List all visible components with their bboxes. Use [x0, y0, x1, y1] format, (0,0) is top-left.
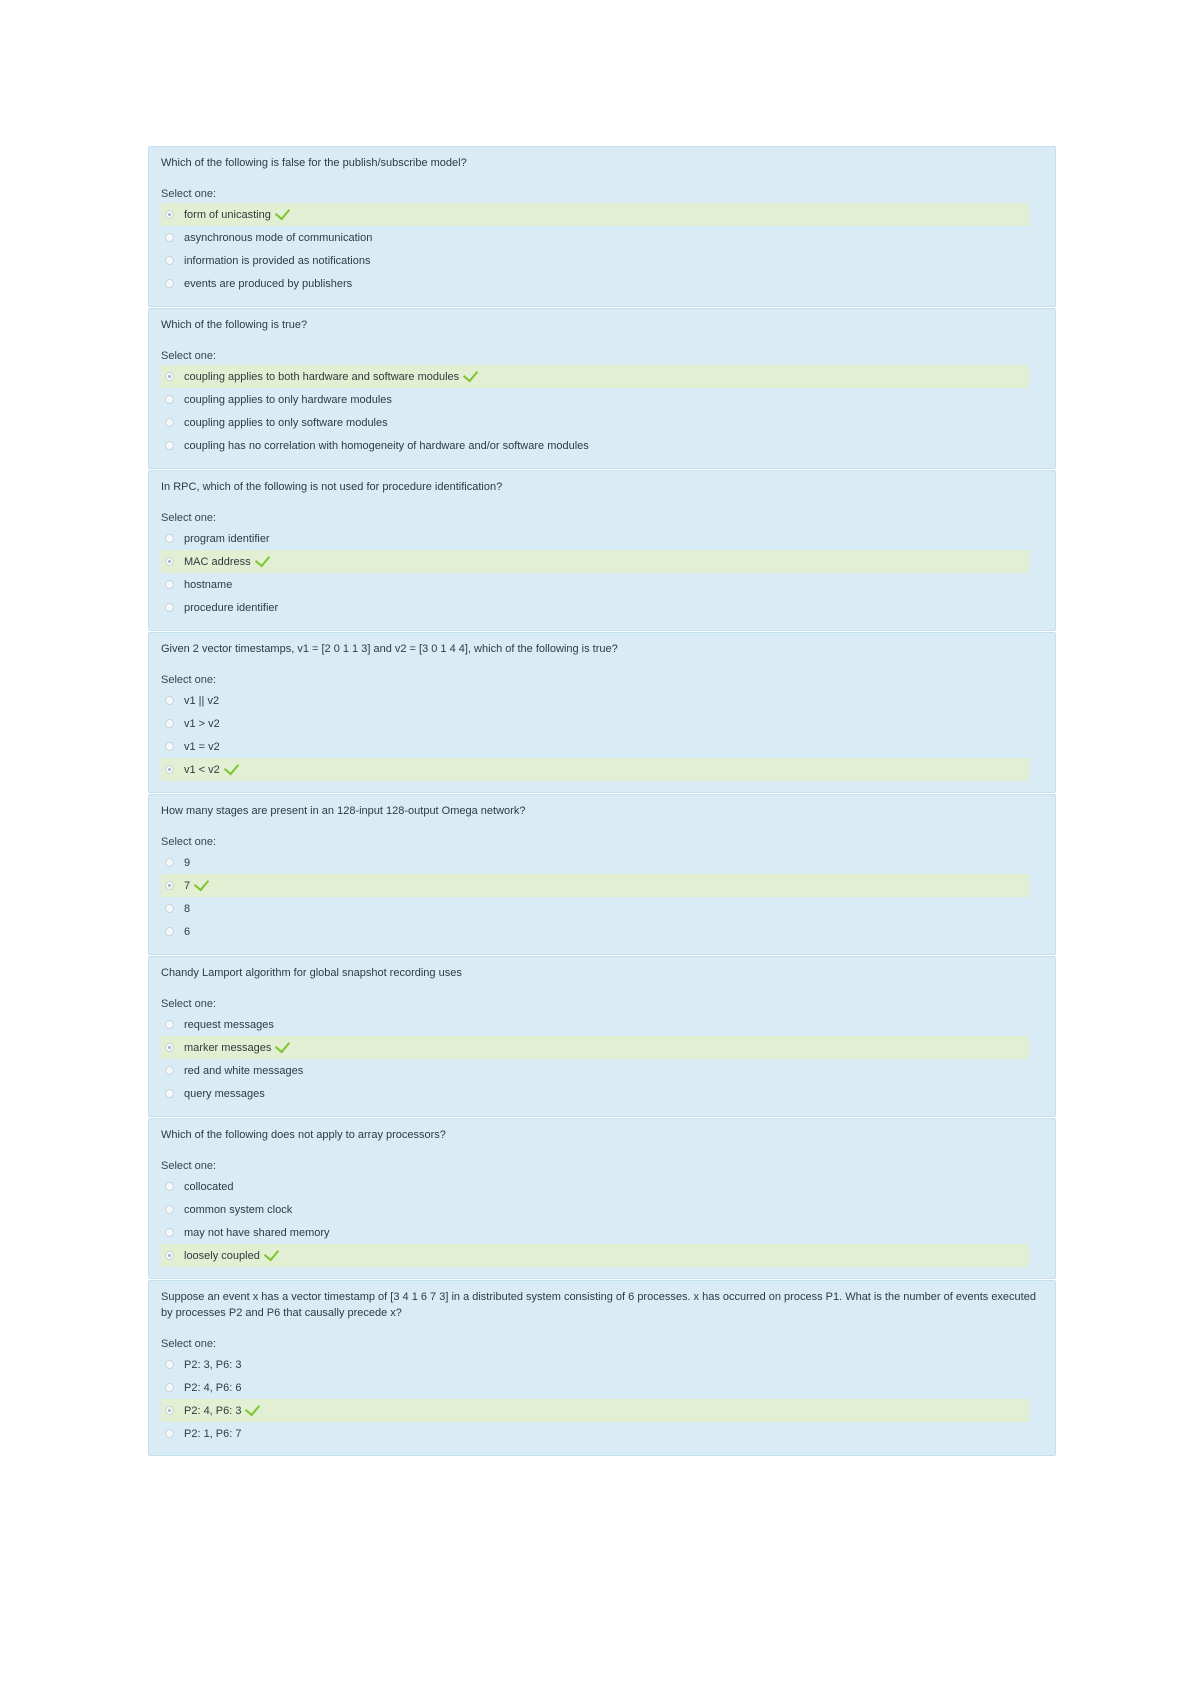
answer-label: 9 [184, 856, 191, 869]
radio-button[interactable] [165, 1383, 174, 1392]
answer-option[interactable] [161, 434, 1029, 457]
select-one-prompt: Select one: [161, 674, 217, 686]
answer-option[interactable] [161, 897, 1029, 920]
check-icon [255, 552, 270, 568]
answer-option[interactable] [161, 920, 1029, 943]
check-icon [245, 1401, 260, 1417]
answer-option[interactable] [161, 689, 1029, 712]
answer-label: may not have shared memory [184, 1226, 330, 1239]
question-text: In RPC, which of the following is not used for procedure identification? [161, 481, 503, 493]
answer-label: query messages [184, 1087, 265, 1100]
radio-button[interactable] [165, 719, 174, 728]
question-text: Which of the following is false for the publish/subscribe model? [161, 157, 467, 169]
answer-label: red and white messages [184, 1064, 304, 1077]
radio-button[interactable] [165, 1360, 174, 1369]
select-one-prompt: Select one: [161, 1338, 217, 1350]
question-5 [148, 794, 1056, 955]
answer-option[interactable] [161, 1353, 1029, 1376]
question-3 [148, 470, 1056, 631]
select-one-prompt: Select one: [161, 998, 217, 1010]
answer-option[interactable] [161, 851, 1029, 874]
check-icon [194, 876, 209, 892]
answer-label: 7 [184, 879, 191, 892]
check-icon [463, 367, 478, 383]
answer-label: form of unicasting [184, 208, 271, 221]
question-8 [148, 1280, 1056, 1456]
answer-label: request messages [184, 1018, 274, 1031]
answer-option[interactable] [161, 1376, 1029, 1399]
answer-option[interactable] [161, 1221, 1029, 1244]
radio-button[interactable] [165, 534, 174, 543]
select-one-prompt: Select one: [161, 512, 217, 524]
radio-button[interactable] [165, 210, 174, 219]
answer-option[interactable] [161, 1059, 1029, 1082]
radio-button[interactable] [165, 742, 174, 751]
answer-label: MAC address [184, 555, 251, 568]
radio-button[interactable] [165, 1251, 174, 1260]
answer-label: 8 [184, 902, 191, 915]
answer-label: loosely coupled [184, 1249, 260, 1262]
answer-option[interactable] [161, 712, 1029, 735]
question-2 [148, 308, 1056, 469]
check-icon [275, 1038, 290, 1054]
answer-option[interactable] [161, 596, 1029, 619]
radio-button[interactable] [165, 904, 174, 913]
radio-button[interactable] [165, 279, 174, 288]
answer-label: coupling applies to both hardware and software modules [184, 370, 460, 383]
question-text: Chandy Lamport algorithm for global snapshot recording uses [161, 967, 462, 979]
quiz-review [148, 146, 1056, 1457]
check-icon [264, 1246, 279, 1262]
question-text: How many stages are present in an 128-input 128-output Omega network? [161, 805, 526, 817]
radio-button[interactable] [165, 1406, 174, 1415]
select-one-prompt: Select one: [161, 836, 217, 848]
radio-button[interactable] [165, 1089, 174, 1098]
answer-label: P2: 4, P6: 3 [184, 1404, 242, 1417]
answer-option[interactable] [161, 1422, 1029, 1445]
answer-option[interactable] [161, 203, 1029, 226]
answer-option[interactable] [161, 1399, 1029, 1422]
radio-button[interactable] [165, 765, 174, 774]
radio-button[interactable] [165, 696, 174, 705]
radio-button[interactable] [165, 256, 174, 265]
answer-option[interactable] [161, 1175, 1029, 1198]
answer-label: asynchronous mode of communication [184, 231, 373, 244]
answer-label: 6 [184, 925, 191, 938]
question-text: Suppose an event x has a vector timestamp of [3 4 1 6 7 3] in a distributed system consisting of 6 processes. x has occurred on process P1. What is the number of events executed by processes P2 and P6 that causally precede x? [161, 1291, 1036, 1319]
radio-button[interactable] [165, 1205, 174, 1214]
answer-option[interactable] [161, 874, 1029, 897]
radio-button[interactable] [165, 603, 174, 612]
answer-label: coupling has no correlation with homogeneity of hardware and/or software modules [184, 439, 589, 452]
answer-option[interactable] [161, 573, 1029, 596]
check-icon [275, 205, 290, 221]
select-one-prompt: Select one: [161, 350, 217, 362]
answer-label: v1 < v2 [184, 763, 220, 776]
radio-button[interactable] [165, 1020, 174, 1029]
answer-label: common system clock [184, 1203, 293, 1216]
radio-button[interactable] [165, 418, 174, 427]
radio-button[interactable] [165, 1228, 174, 1237]
answer-option[interactable] [161, 758, 1029, 781]
question-6 [148, 956, 1056, 1117]
answer-option[interactable] [161, 1013, 1029, 1036]
answer-label: coupling applies to only hardware modules [184, 393, 392, 406]
question-7 [148, 1118, 1056, 1279]
answer-option[interactable] [161, 365, 1029, 388]
answer-label: v1 > v2 [184, 717, 220, 730]
question-text: Given 2 vector timestamps, v1 = [2 0 1 1 3] and v2 = [3 0 1 4 4], which of the following is true? [161, 643, 618, 655]
radio-button[interactable] [165, 441, 174, 450]
select-one-prompt: Select one: [161, 1160, 217, 1172]
answer-option[interactable] [161, 272, 1029, 295]
answer-option[interactable] [161, 388, 1029, 411]
radio-button[interactable] [165, 372, 174, 381]
answer-label: v1 = v2 [184, 740, 220, 753]
question-text: Which of the following does not apply to array processors? [161, 1129, 446, 1141]
answer-label: procedure identifier [184, 601, 279, 614]
answer-label: P2: 1, P6: 7 [184, 1427, 242, 1440]
radio-button[interactable] [165, 1429, 174, 1438]
select-one-prompt: Select one: [161, 188, 217, 200]
radio-button[interactable] [165, 1066, 174, 1075]
answer-option[interactable] [161, 411, 1029, 434]
check-icon [224, 760, 239, 776]
answer-label: hostname [184, 578, 233, 591]
answer-label: marker messages [184, 1041, 272, 1054]
answer-label: coupling applies to only software modules [184, 416, 388, 429]
radio-button[interactable] [165, 1182, 174, 1191]
radio-button[interactable] [165, 858, 174, 867]
answer-option[interactable] [161, 1198, 1029, 1221]
answer-option[interactable] [161, 249, 1029, 272]
answer-label: events are produced by publishers [184, 277, 353, 290]
answer-label: v1 || v2 [184, 694, 220, 707]
radio-button[interactable] [165, 927, 174, 936]
radio-button[interactable] [165, 557, 174, 566]
answer-option[interactable] [161, 550, 1029, 573]
question-text: Which of the following is true? [161, 319, 308, 331]
answer-label: information is provided as notifications [184, 254, 371, 267]
question-1 [148, 146, 1056, 307]
answer-option[interactable] [161, 735, 1029, 758]
answer-label: P2: 3, P6: 3 [184, 1358, 242, 1371]
answer-label: P2: 4, P6: 6 [184, 1381, 242, 1394]
radio-button[interactable] [165, 881, 174, 890]
answer-option[interactable] [161, 226, 1029, 249]
radio-button[interactable] [165, 395, 174, 404]
radio-button[interactable] [165, 1043, 174, 1052]
question-4 [148, 632, 1056, 793]
answer-option[interactable] [161, 1036, 1029, 1059]
answer-option[interactable] [161, 527, 1029, 550]
answer-option[interactable] [161, 1244, 1029, 1267]
answer-option[interactable] [161, 1082, 1029, 1105]
radio-button[interactable] [165, 233, 174, 242]
radio-button[interactable] [165, 580, 174, 589]
answer-label: collocated [184, 1180, 234, 1193]
answer-label: program identifier [184, 532, 270, 545]
